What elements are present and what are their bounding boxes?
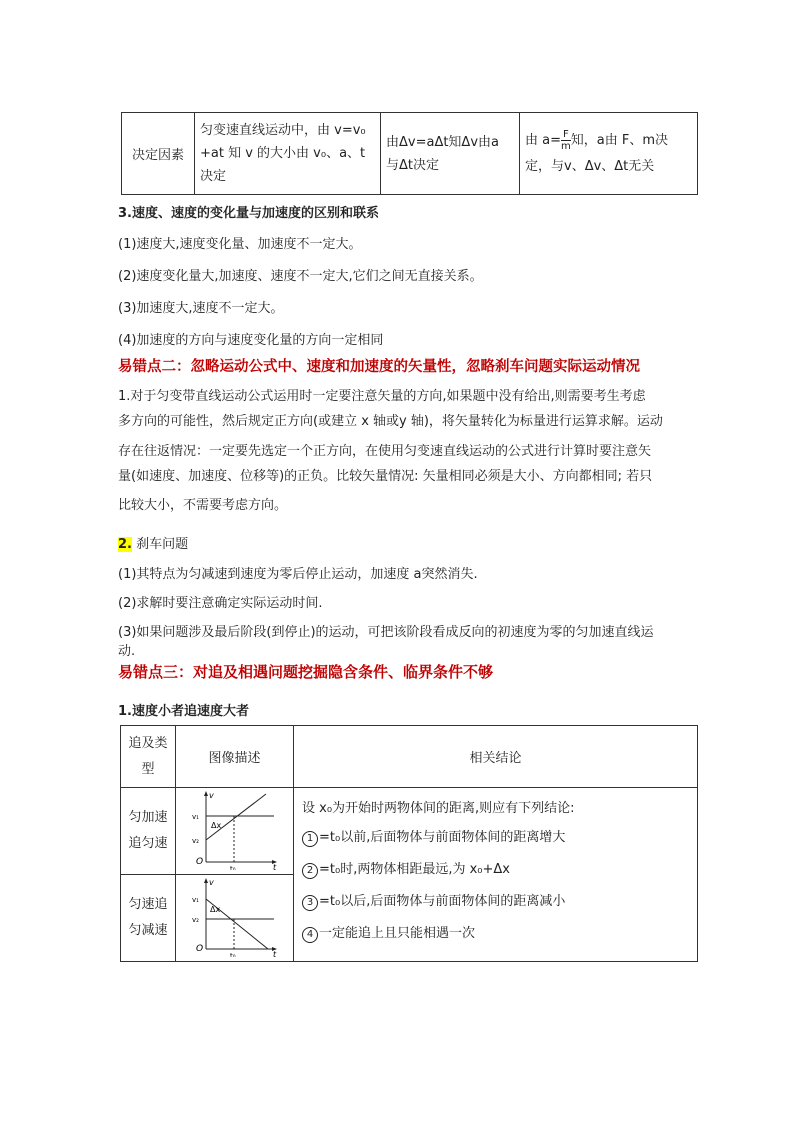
origin-label: O — [196, 857, 204, 867]
t0-label-2: t₀ — [230, 952, 236, 957]
circle-3-icon: 3 — [302, 895, 318, 911]
v2-label: v₂ — [192, 837, 199, 845]
factor-cell-2: 由Δv=aΔt知Δv由a 与Δt决定 — [381, 113, 520, 195]
error2-line-5: 比较大小，不需要考虑方向。 — [118, 498, 288, 513]
error2-line-2: 多方向的可能性，然后规定正方向(或建立 x 轴或y 轴)，将矢量转化为标量进行运算求解。运动 — [118, 414, 663, 429]
row1-type: 匀加速 追匀速 — [121, 788, 176, 875]
conclusion-4: 4 一定能追上且只能相遇一次 — [302, 918, 689, 950]
brake-item-2: (2)求解时要注意确定实际运动时间. — [118, 596, 323, 611]
error3-title: 易错点三：对追及相遇问题挖掘隐含条件、临界条件不够 — [118, 663, 494, 681]
section3-item-2: (2)速度变化量大,加速度、速度不一定大,它们之间无直接关系。 — [118, 269, 483, 284]
axis-t-label-2: t — [273, 950, 277, 957]
chase-subtitle: 1.速度小者追速度大者 — [118, 704, 249, 719]
circle-1-icon: 1 — [302, 831, 318, 847]
error2-line-4: 量(如速度、加速度、位移等)的正负。比较矢量情况: 矢量相同必须是大小、方向都相同; 若只 — [118, 469, 653, 484]
section3-item-3: (3)加速度大,速度不一定大。 — [118, 301, 284, 316]
axis-v-label: v — [209, 791, 214, 800]
circle-2-icon: 2 — [302, 863, 318, 879]
brake-item-3-cont: 动. — [118, 644, 136, 659]
header-conclusion: 相关结论 — [294, 726, 698, 788]
origin-label-2: O — [196, 944, 204, 954]
v1-label-2: v₁ — [192, 896, 199, 904]
brake-heading — [118, 533, 188, 556]
factor-cell-1: 匀变速直线运动中，由 v=v₀ +at 知 v 的大小由 v₀、a、t 决定 — [195, 113, 381, 195]
section3-title: 3.速度、速度的变化量与加速度的区别和联系 — [118, 206, 379, 221]
section3-item-4: (4)加速度的方向与速度变化量的方向一定相同 — [118, 333, 384, 348]
chase-table — [120, 725, 698, 962]
header-type: 追及类 型 — [121, 726, 176, 788]
row1-graph-cell — [176, 788, 294, 875]
t0-label: t₀ — [230, 865, 236, 870]
conclusion-cell — [294, 788, 698, 962]
row2-graph-cell — [176, 875, 294, 962]
dx-label-2: Δx — [210, 905, 221, 914]
circle-4-icon: 4 — [302, 927, 318, 943]
brake-item-1: (1)其特点为匀减速到速度为零后停止运动，加速度 a突然消失. — [118, 567, 478, 582]
factor-table — [121, 112, 698, 195]
dx-label: Δx — [211, 821, 222, 830]
error2-line-3: 存在往返情况：一定要先选定一个正方向，在使用匀变速直线运动的公式进行计算时要注意矢 — [118, 444, 652, 459]
row2-type: 匀速追 匀减速 — [121, 875, 176, 962]
axis-v-label-2: v — [209, 878, 214, 887]
v1-label: v₁ — [192, 813, 199, 821]
factor-label: 决定因素 — [122, 113, 195, 195]
graph-const-chase-decel — [176, 875, 291, 957]
brake-item-3: (3)如果问题涉及最后阶段(到停止)的运动，可把该阶段看成反向的初速度为零的匀加速直线运 — [118, 625, 654, 640]
error2-line-1: 1.对于匀变带直线运动公式运用时一定要注意矢量的方向,如果题中没有给出,则需要考生考虑 — [118, 389, 646, 404]
error2-title: 易错点二：忽略运动公式中、速度和加速度的矢量性，忽略刹车问题实际运动情况 — [118, 359, 640, 375]
graph-accel-chase-const — [176, 788, 291, 870]
v2-label-2: v₂ — [192, 916, 199, 924]
brake-title: 刹车问题 — [136, 537, 189, 552]
factor-cell-3: 由 a= $\frac{F}{m}$ 知，a由 F、m决 定，与v、Δv、Δt无关 — [520, 113, 698, 195]
section3-item-1: (1)速度大,速度变化量、加速度不一定大。 — [118, 237, 362, 252]
conclusion-2: 2 =t₀时,两物体相距最远,为 x₀+Δx — [302, 854, 689, 886]
axis-t-label: t — [273, 863, 277, 870]
conclusion-1: 1 =t₀以前,后面物体与前面物体间的距离增大 — [302, 822, 689, 854]
conclusion-3: 3 =t₀以后,后面物体与前面物体间的距离减小 — [302, 886, 689, 918]
conclusion-intro: 设 x₀为开始时两物体间的距离,则应有下列结论: — [302, 801, 575, 816]
header-graph: 图像描述 — [176, 726, 294, 788]
brake-number-highlight: 2. — [118, 537, 132, 552]
fraction-f-over-m: $\frac{F}{m}$ — [561, 128, 571, 152]
